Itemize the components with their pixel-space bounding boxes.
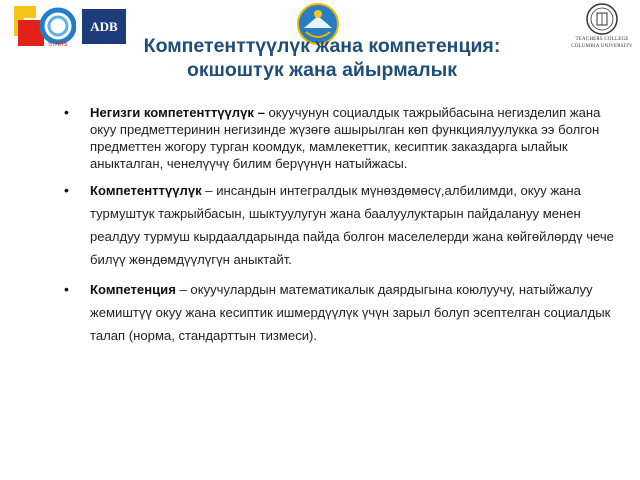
bullet-dot-icon <box>64 278 78 301</box>
svg-text:STARS: STARS <box>48 42 68 48</box>
teachers-college-subtext: COLUMBIA UNIVERSITY <box>571 44 633 49</box>
slide-title-line-1: Компетенттүүлүк жана компетенция: <box>143 35 501 57</box>
bullet-item <box>64 104 620 172</box>
bullet-term: Негизги компетенттүүлүк – <box>90 105 265 120</box>
slide-title <box>40 34 604 82</box>
bullet-term: Компетенттүүлүк <box>90 183 202 198</box>
bullet-item <box>64 278 620 347</box>
bullet-dot-icon <box>64 179 78 202</box>
slide-title-line-2: окшоштук жана айырмалык <box>186 59 458 81</box>
bullet-text: – окуучулардын математикалык даярдыгына коюлуучу, натыйжалуу жемиштүү окуу жана кесиптик ишмердүүлүк үчүн зарыл болуп эсептелган социалдык талап (норма, стандарттын тизмеси). <box>90 282 611 343</box>
adb-logo-text: ADB <box>90 18 118 34</box>
bullet-dot-icon <box>64 104 78 121</box>
bullet-list <box>64 104 620 354</box>
bullet-text: – инсандын интегралдык мүнөздөмөсү,албилимди, окуу жана турмуштук тажрыйбасын, шыктуулугун жана баалуулуктарын пайдалануу менен реалдуу турмуш кырдаалдарында пайда болгон маселелерди жана көйгөйлөрдү чече билүү жөндөмдүүлүгүн аныктайт. <box>90 183 614 267</box>
teachers-college-seal-icon <box>586 2 618 36</box>
bullet-text: окуучунун социалдык тажрыйбасына негизделип жана окуу предметтеринин негизинде жүзөгө ашырылган көп функциялуулукка ээ болгон предметтен жогору турган коомдук, мамлекеттик, кесиптик заказдарга ылайык аныкталган, ченелүүчү билим берүүнүн натыйжасы. <box>90 105 601 171</box>
bullet-term: Компетенция <box>90 282 176 297</box>
bullet-item <box>64 179 620 271</box>
teachers-college-name: TEACHERS COLLEGE <box>575 37 629 42</box>
